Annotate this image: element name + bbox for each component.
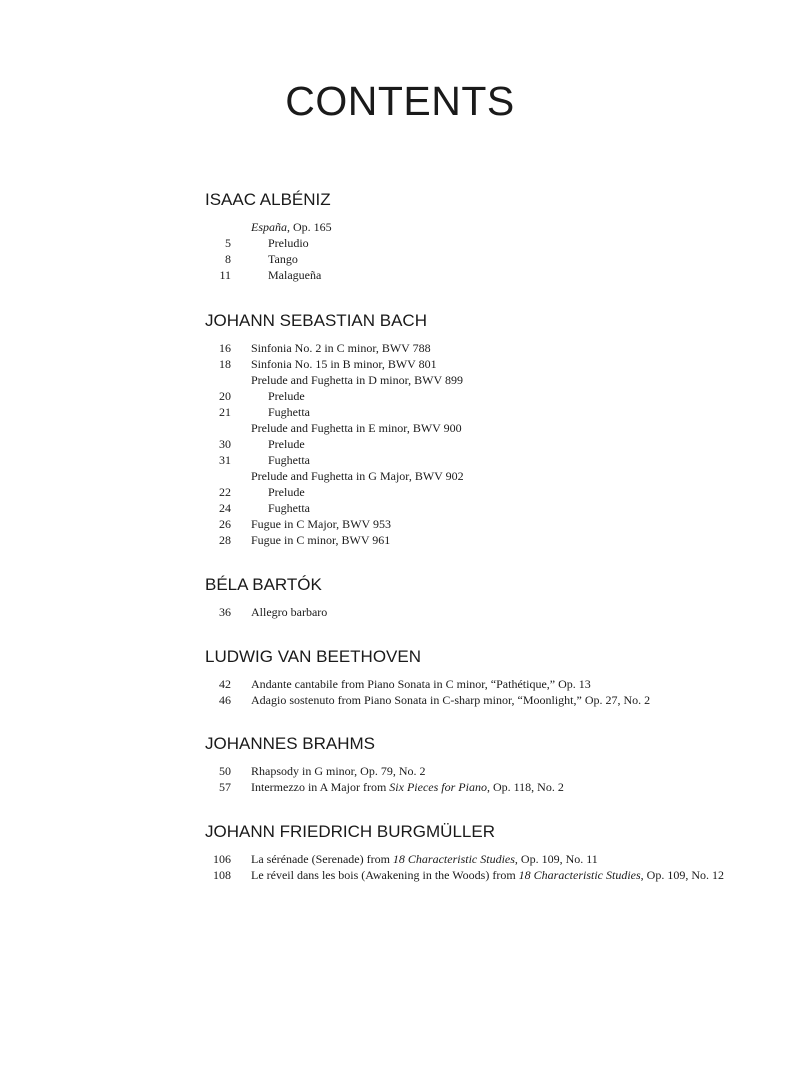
toc-entry[interactable] (205, 500, 765, 516)
entry-title: Sinfonia No. 15 in B minor, BWV 801 (251, 357, 437, 371)
section-bartok (205, 574, 765, 620)
page-number: 26 (219, 517, 231, 531)
toc-entry[interactable] (205, 516, 765, 532)
entry-title: Prelude (268, 437, 305, 451)
entry-title: Rhapsody in G minor, Op. 79, No. 2 (251, 764, 426, 778)
entry-title: Malagueña (268, 268, 322, 282)
entry-title: La sérénade (Serenade) from 18 Characteristic Studies, Op. 109, No. 11 (251, 852, 598, 866)
toc-entry[interactable] (205, 851, 765, 867)
toc-entry[interactable] (205, 452, 765, 468)
toc-entry[interactable] (205, 420, 765, 436)
entry-title: Adagio sostenuto from Piano Sonata in C-sharp minor, “Moonlight,” Op. 27, No. 2 (251, 693, 651, 707)
page-number: 50 (219, 764, 231, 778)
toc-entry[interactable] (205, 676, 765, 692)
page-number: 20 (219, 389, 231, 403)
page-number: 18 (219, 357, 231, 371)
composer-name: BÉLA BARTÓK (205, 575, 322, 594)
page-number: 21 (219, 405, 231, 419)
entry-title: Tango (268, 252, 298, 266)
page-title: CONTENTS (285, 78, 515, 124)
toc-entry[interactable] (205, 484, 765, 500)
page-number: 108 (213, 868, 231, 882)
section-albeniz (205, 189, 765, 283)
page-number: 30 (219, 437, 231, 451)
composer-name: JOHANNES BRAHMS (205, 734, 376, 753)
section-brahms (205, 733, 765, 795)
page-number: 8 (225, 252, 231, 266)
toc-entry[interactable] (205, 404, 765, 420)
page-number: 24 (219, 501, 231, 515)
page-number: 46 (219, 693, 231, 707)
toc-entry[interactable] (205, 219, 765, 235)
toc-entry[interactable] (205, 763, 765, 779)
section-bach (205, 310, 765, 548)
entry-title: Le réveil dans les bois (Awakening in the Woods) from 18 Characteristic Studies, Op. 109, No. 12 (251, 868, 724, 882)
page-number: 22 (219, 485, 231, 499)
page-number: 31 (219, 453, 231, 467)
page-number: 36 (219, 605, 231, 619)
section-beethoven (205, 646, 765, 708)
toc-entry[interactable] (205, 532, 765, 548)
toc-entry[interactable] (205, 468, 765, 484)
entry-title: Fughetta (268, 501, 310, 515)
toc-entry[interactable] (205, 340, 765, 356)
entry-title: Fughetta (268, 453, 310, 467)
page-number: 42 (219, 677, 231, 691)
composer-name: LUDWIG VAN BEETHOVEN (205, 647, 421, 666)
entry-title: Fugue in C Major, BWV 953 (251, 517, 391, 531)
page-number: 57 (219, 780, 231, 794)
toc-entry[interactable] (205, 388, 765, 404)
entry-title: Sinfonia No. 2 in C minor, BWV 788 (251, 341, 431, 355)
entry-title: Prelude and Fughetta in G Major, BWV 902 (251, 469, 464, 483)
entry-title: España, Op. 165 (251, 220, 332, 234)
entry-title: Fugue in C minor, BWV 961 (251, 533, 391, 547)
toc-entry[interactable] (205, 251, 765, 267)
composer-name: JOHANN SEBASTIAN BACH (205, 311, 427, 330)
entry-title: Prelude (268, 485, 305, 499)
entry-title: Prelude (268, 389, 305, 403)
toc-entry[interactable] (205, 604, 765, 620)
entry-title: Fughetta (268, 405, 310, 419)
entry-title: Prelude and Fughetta in E minor, BWV 900 (251, 421, 462, 435)
page-number: 11 (219, 268, 231, 282)
entry-title: Andante cantabile from Piano Sonata in C minor, “Pathétique,” Op. 13 (251, 677, 591, 691)
toc-entry[interactable] (205, 692, 765, 708)
page-number: 16 (219, 341, 231, 355)
entry-title: Allegro barbaro (251, 605, 328, 619)
toc-entry[interactable] (205, 235, 765, 251)
entry-title: Intermezzo in A Major from Six Pieces for Piano, Op. 118, No. 2 (251, 780, 564, 794)
toc-entry[interactable] (205, 779, 765, 795)
composer-name: JOHANN FRIEDRICH BURGMÜLLER (205, 822, 495, 841)
toc-entry[interactable] (205, 267, 765, 283)
toc-entry[interactable] (205, 356, 765, 372)
toc-entry[interactable] (205, 372, 765, 388)
page-number: 106 (213, 852, 231, 866)
toc-entry[interactable] (205, 867, 765, 883)
page-number: 5 (225, 236, 231, 250)
page-number: 28 (219, 533, 231, 547)
entry-title: Preludio (268, 236, 309, 250)
composer-name: ISAAC ALBÉNIZ (205, 190, 331, 209)
section-burgmuller (205, 821, 765, 883)
toc-entry[interactable] (205, 436, 765, 452)
entry-title: Prelude and Fughetta in D minor, BWV 899 (251, 373, 463, 387)
